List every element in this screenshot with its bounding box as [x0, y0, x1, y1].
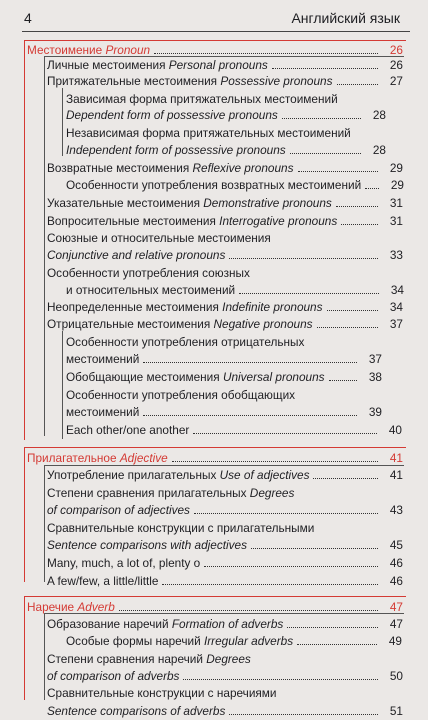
toc-entry: [47, 536, 403, 554]
header-rule: [22, 31, 410, 32]
toc-entry-english: Dependent form of possessive pronouns: [66, 108, 278, 122]
toc-entry-text: Личные местоимения: [47, 58, 169, 72]
level-bar: [44, 466, 45, 582]
toc-entry: [47, 315, 403, 333]
section-rule: [24, 596, 406, 597]
toc-entry-text: Прилагательное: [27, 451, 120, 465]
toc-entry-english: Pronoun: [105, 43, 151, 57]
toc-entry-title: [47, 686, 277, 700]
toc-entry-title: [47, 72, 381, 90]
toc-entry-text: Возвратные местоимения: [47, 161, 193, 175]
toc-entry: [47, 501, 403, 519]
toc-entry: [47, 615, 403, 633]
page-number: 4: [24, 10, 32, 26]
toc-page-number: 26: [389, 43, 403, 57]
section-rule: [24, 40, 406, 41]
toc-entry-title: [47, 572, 381, 590]
toc-page-number: 34: [389, 300, 403, 314]
level-rule: [44, 465, 404, 466]
toc-entry-text: Many, much, a lot of, plenty o: [47, 556, 201, 570]
toc-page-number: 37: [389, 317, 403, 331]
toc-entry-english: Irregular adverbs: [203, 634, 294, 648]
toc-page-number: 49: [388, 634, 402, 648]
toc-page-number: 51: [389, 704, 403, 718]
toc-entry-title: [47, 194, 381, 212]
toc-entry-english: Reflexive pronouns: [192, 161, 294, 175]
toc-entry-title: [66, 126, 351, 140]
toc-entry-text: Неопределенные местоимения: [47, 300, 223, 314]
toc-entry-title: [47, 667, 381, 685]
toc-entry-title: [66, 632, 380, 650]
toc-page-number: 26: [389, 58, 403, 72]
toc-entry: [47, 650, 403, 668]
toc-entry-title: [47, 466, 381, 484]
toc-page-number: 29: [390, 178, 404, 192]
toc-entry-title: [47, 231, 271, 245]
toc-entry-text: Each other/one another: [66, 423, 190, 437]
toc-entry-text: Степени сравнения наречий: [47, 652, 207, 666]
toc-entry: [66, 350, 382, 368]
toc-entry: [47, 572, 403, 590]
toc-entry: [47, 72, 403, 90]
toc-entry-english: Possessive pronouns: [220, 74, 333, 88]
section-rule: [24, 447, 406, 448]
toc-entry-text: Отрицательные местоимения: [47, 317, 214, 331]
toc-entry-text: Особенности употребления обобщающих: [66, 388, 296, 402]
toc-entry-title: [66, 368, 360, 386]
toc-page-number: 28: [372, 108, 386, 122]
toc-entry-english: Negative pronouns: [213, 317, 313, 331]
toc-entry: [66, 124, 386, 142]
toc-entry: [47, 519, 403, 537]
toc-entry: [47, 466, 403, 484]
toc-page-number: 40: [388, 423, 402, 437]
toc-entry: [47, 194, 403, 212]
toc-entry-text: Зависимая форма притяжательных местоимений: [66, 92, 338, 106]
toc-entry-title: [47, 266, 250, 280]
toc-entry: [66, 403, 382, 421]
toc-entry-text: Образование наречий: [47, 617, 172, 631]
toc-entry: [66, 333, 382, 351]
toc-page-number: 46: [389, 556, 403, 570]
toc-entry-text: Союзные и относительные местоимения: [47, 231, 271, 245]
toc-entry-text: и относительных местоимений: [66, 283, 236, 297]
toc-page-number: 34: [390, 283, 404, 297]
toc-entry-title: [66, 335, 304, 349]
toc-entry-english: Formation of adverbs: [171, 617, 284, 631]
toc-entry-title: [47, 246, 381, 264]
toc-entry-english: Indefinite pronouns: [222, 300, 323, 314]
toc-entry-english: Degrees: [206, 652, 251, 666]
toc-entry: [47, 684, 403, 702]
toc-entry-title: [47, 536, 381, 554]
toc-entry-text: Указательные местоимения: [47, 196, 204, 210]
toc-entry-title: [66, 421, 380, 439]
page-header: [24, 10, 408, 28]
toc-page-number: 27: [389, 74, 403, 88]
toc-entry-title: [66, 388, 295, 402]
toc-page-number: 41: [389, 451, 403, 465]
toc-entry: [47, 246, 403, 264]
toc-entry: [47, 159, 403, 177]
toc-entry: [47, 229, 403, 247]
level-bar: [62, 331, 63, 439]
toc-entry-text: Особенности употребления союзных: [47, 266, 250, 280]
toc-entry: [47, 484, 403, 502]
toc-entry-title: [66, 176, 382, 194]
toc-page-number: 50: [389, 669, 403, 683]
toc-entry-title: [47, 652, 251, 666]
toc-entry-text: Притяжательные местоимения: [47, 74, 221, 88]
toc-entry: [66, 106, 386, 124]
toc-entry: [66, 368, 382, 386]
toc-entry-title: [47, 702, 381, 720]
toc-entry: [47, 702, 403, 720]
toc-page-number: 46: [389, 574, 403, 588]
section-bar: [24, 40, 25, 440]
toc-entry-english: Conjunctive and relative pronouns: [47, 248, 226, 262]
toc-entry-title: [47, 615, 381, 633]
toc-entry: [66, 386, 382, 404]
level-rule: [44, 613, 404, 614]
toc-entry-title: [47, 521, 314, 535]
toc-entry-english: Universal pronouns: [222, 370, 325, 384]
toc-entry-text: Сравнительные конструкции с наречиями: [47, 686, 277, 700]
toc-entry-text: Употребление прилагательных: [47, 468, 220, 482]
toc-entry-english: Demonstrative pronouns: [203, 196, 332, 210]
toc-entry-title: [66, 92, 338, 106]
toc-entry-title: [47, 486, 294, 500]
toc-page-number: 45: [389, 538, 403, 552]
toc-entry-title: [66, 403, 360, 421]
toc-entry-text: Обобщающие местоимения: [66, 370, 223, 384]
toc-page-number: 31: [389, 214, 403, 228]
section-bar: [24, 596, 25, 700]
toc-entry: [66, 281, 404, 299]
toc-entry: [66, 141, 386, 159]
toc-page-number: 47: [389, 617, 403, 631]
toc-entry-english: Use of adjectives: [219, 468, 310, 482]
toc-entry-english: Sentence comparisons of adverbs: [47, 704, 226, 718]
toc-page-number: 28: [372, 143, 386, 157]
toc-page-number: 37: [368, 352, 382, 366]
toc-page-number: 29: [389, 161, 403, 175]
toc-entry: [66, 632, 402, 650]
toc-entry-text: Независимая форма притяжательных местоимений: [66, 126, 351, 140]
toc-entry-text: Наречие: [27, 600, 78, 614]
toc-entry-english: Interrogative pronouns: [219, 214, 338, 228]
toc-page-number: 39: [368, 405, 382, 419]
toc-entry-title: [47, 501, 381, 519]
toc-entry-english: of comparison of adjectives: [47, 503, 190, 517]
toc-entry-title: [47, 159, 381, 177]
toc-entry-text: A few/few, a little/little: [47, 574, 159, 588]
toc-page-number: 31: [389, 196, 403, 210]
toc-page-number: 47: [389, 600, 403, 614]
level-bar: [44, 56, 45, 436]
toc-entry-english: Personal pronouns: [168, 58, 268, 72]
level-bar: [62, 88, 63, 156]
toc-page-number: 33: [389, 248, 403, 262]
toc-entry-english: Independent form of possessive pronouns: [66, 143, 286, 157]
toc-entry-title: [66, 281, 382, 299]
toc-page-number: 41: [389, 468, 403, 482]
toc-entry: [47, 264, 403, 282]
toc-entry-english: of comparison of adverbs: [47, 669, 180, 683]
toc-entry: [47, 554, 403, 572]
toc-entry-title: [47, 212, 381, 230]
toc-entry-title: [47, 298, 381, 316]
toc-entry: [47, 212, 403, 230]
toc-entry-title: [66, 106, 364, 124]
toc-entry: [47, 298, 403, 316]
toc-entry: [66, 421, 402, 439]
toc-page-number: 43: [389, 503, 403, 517]
toc-page-number: 38: [368, 370, 382, 384]
toc-entry-text: Особенности употребления отрицательных: [66, 335, 305, 349]
running-title: Английский язык: [291, 10, 400, 26]
toc-entry: [47, 667, 403, 685]
toc-entry-title: [47, 554, 381, 572]
toc-entry-text: Вопросительные местоимения: [47, 214, 220, 228]
toc-entry-title: [66, 141, 364, 159]
level-rule: [44, 56, 404, 57]
toc-entry-text: местоимений: [66, 405, 140, 419]
toc-entry-text: местоимений: [66, 352, 140, 366]
toc-entry-english: Degrees: [249, 486, 295, 500]
toc-entry-text: Сравнительные конструкции с прилагательными: [47, 521, 315, 535]
toc-entry-title: [47, 315, 381, 333]
toc-entry-english: Sentence comparisons with adjectives: [47, 538, 247, 552]
toc-entry-text: Степени сравнения прилагательных: [47, 486, 250, 500]
toc-entry-english: Adjective: [119, 451, 168, 465]
toc-entry-english: Adverb: [77, 600, 115, 614]
toc-entry-title: [66, 350, 360, 368]
level-bar: [44, 614, 45, 700]
toc-entry: [66, 176, 404, 194]
toc-entry-text: Особые формы наречий: [66, 634, 204, 648]
toc-entry-text: Особенности употребления возвратных местоимений: [66, 178, 362, 192]
section-bar: [24, 447, 25, 582]
toc-entry-text: Местоимение: [27, 43, 106, 57]
